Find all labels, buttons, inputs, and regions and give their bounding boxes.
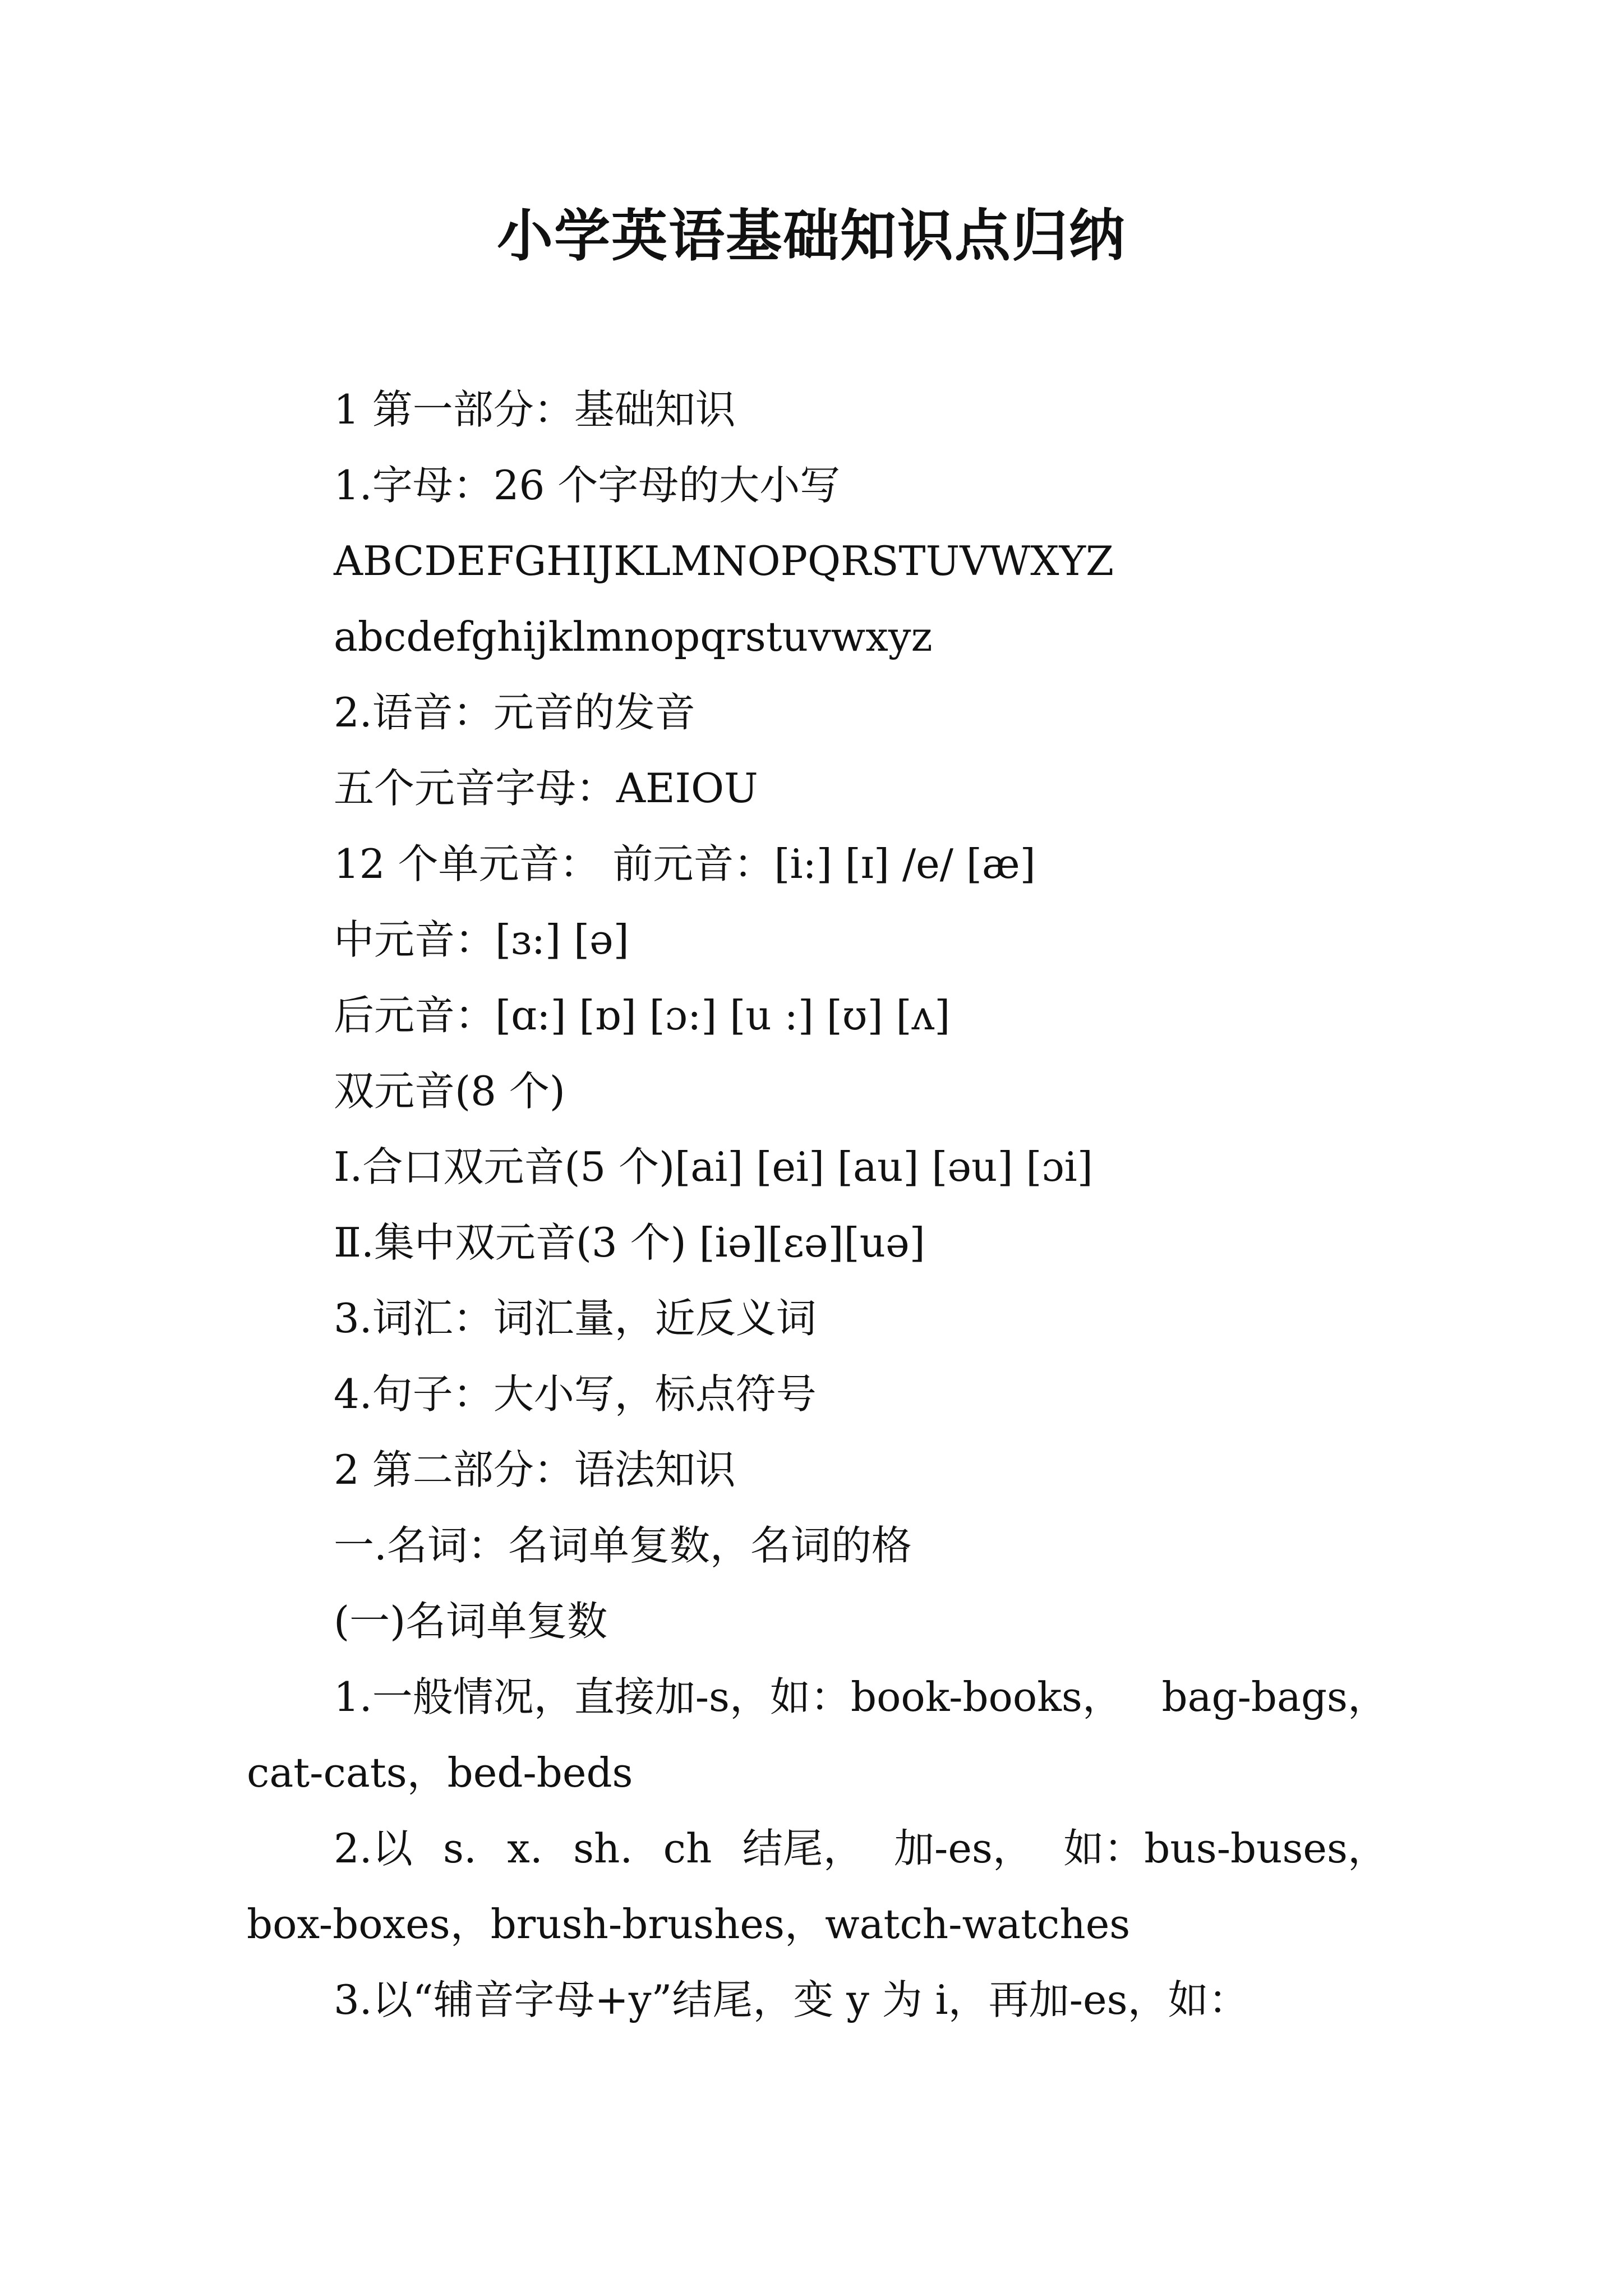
rule2-text: s. [443, 1825, 477, 1872]
lowercase-alphabet: abcdefghijklmnopqrstuvwxyz [334, 613, 933, 660]
diphthongs-heading: 双元音(8 个) [334, 1068, 565, 1115]
rule2-text: ch [663, 1825, 712, 1872]
section-heading-grammar: 2 第二部分：语法知识 [334, 1446, 736, 1493]
rule2-text: 如：bus-buses， [1063, 1825, 1388, 1872]
rule2-first-line [334, 1820, 1388, 1876]
rule1-first-line [334, 1669, 1388, 1725]
rule3-first-line: 3.以“辅音字母+y”结尾，变 y 为 i，再加-es，如： [334, 1976, 1249, 2023]
rule1-text: bag-bags， [1161, 1673, 1388, 1720]
rule2-text: sh. [573, 1825, 633, 1872]
rule2-text: 结尾， [742, 1825, 864, 1872]
rule1-second-line: cat-cats，bed-beds [247, 1749, 633, 1796]
document-title: 小学英语基础知识点归纳 [497, 203, 1126, 269]
monophthongs-front: 12 个单元音： 前元音：[i:] [ɪ] /e/ [æ] [334, 840, 1036, 887]
noun-plural-heading: (一)名词单复数 [334, 1598, 608, 1645]
uppercase-alphabet: ABCDEFGHIJKLMNOPQRSTUVWXYZ [334, 537, 1114, 585]
rule1-text: 1.一般情况，直接加-s，如：book-books， [334, 1673, 1123, 1720]
vowel-letters: 五个元音字母：AEIOU [334, 765, 758, 812]
rule2-text: 加-es， [894, 1825, 1033, 1872]
monophthongs-back: 后元音：[ɑ:] [ɒ] [ɔ:] [u :] [ʊ] [ʌ] [334, 992, 951, 1039]
rule2-text: x. [507, 1825, 543, 1872]
rule2-second-line: box-boxes，brush-brushes，watch-watches [247, 1901, 1131, 1948]
rule2-text: 2.以 [334, 1825, 413, 1872]
item-letters: 1.字母：26 个字母的大小写 [334, 462, 841, 509]
nouns-heading: 一.名词：名词单复数，名词的格 [334, 1522, 912, 1569]
monophthongs-central: 中元音：[ɜ:] [ə] [334, 916, 629, 963]
centering-diphthongs: Ⅱ.集中双元音(3 个) [iə][ɛə][uə] [334, 1219, 925, 1266]
item-phonetics: 2.语音：元音的发音 [334, 689, 695, 736]
closing-diphthongs: Ⅰ.合口双元音(5 个)[ai] [ei] [au] [əu] [ɔi] [334, 1143, 1093, 1190]
item-sentences: 4.句子：大小写，标点符号 [334, 1370, 817, 1418]
section-heading-basics: 1 第一部分：基础知识 [334, 386, 736, 433]
item-vocabulary: 3.词汇：词汇量，近反义词 [334, 1295, 817, 1342]
